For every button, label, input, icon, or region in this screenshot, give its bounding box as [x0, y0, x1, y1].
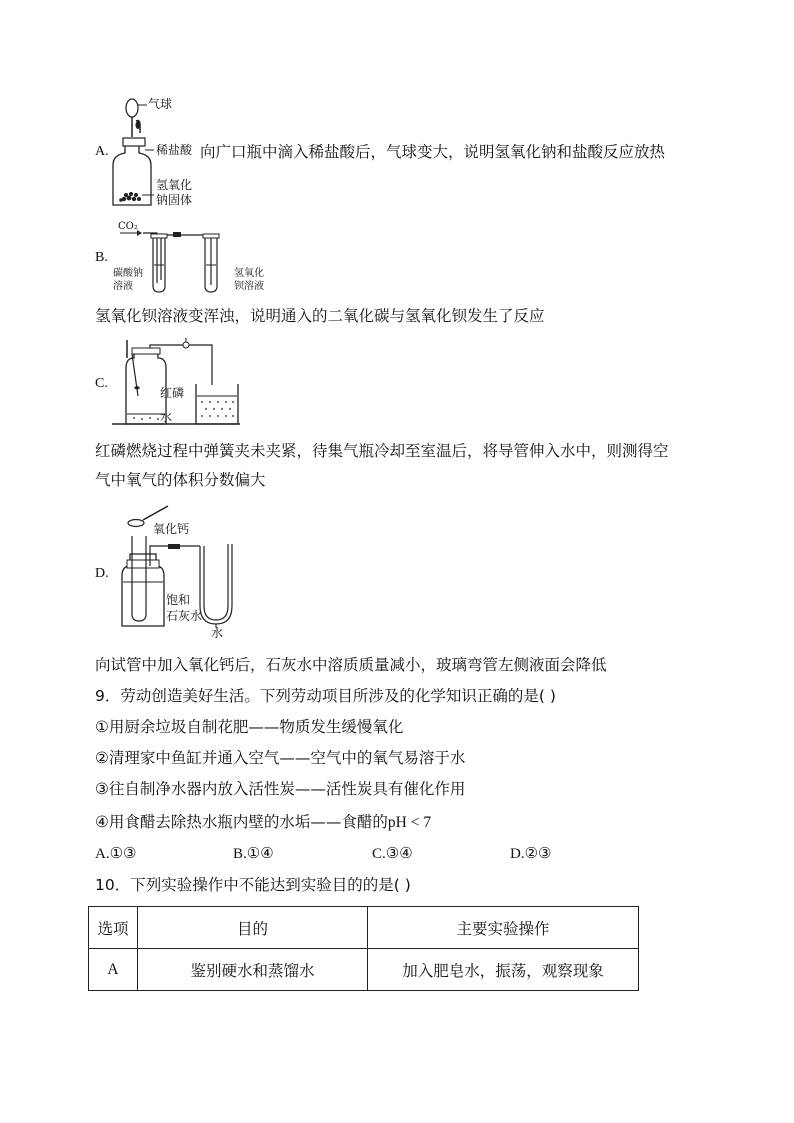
table-header-cell: 目的: [138, 907, 368, 949]
table-header-row: [89, 907, 639, 949]
option-a-text: 向广口瓶中滴入稀盐酸后，气球变大，说明氢氧化钠和盐酸反应放热: [200, 143, 666, 161]
q9-choice-d[interactable]: D.②③: [510, 846, 552, 862]
option-b-text: 氢氧化钡溶液变浑浊，说明通入的二氧化碳与氢氧化钡发生了反应: [95, 307, 545, 325]
q9-item-4: [95, 812, 431, 833]
q9-item-2: ②清理家中鱼缸并通入空气——空气中的氧气易溶于水: [95, 749, 466, 767]
bottle-label-2: 石灰水: [166, 609, 203, 623]
q10-stem: 10．下列实验操作中不能达到实验目的的是( ): [95, 876, 411, 894]
spoon-label: 氧化钙: [153, 522, 190, 536]
q9-choice-c[interactable]: C.③④: [372, 846, 413, 862]
table-cell: A: [89, 949, 138, 991]
left-tube-label-1: 碳酸钠: [113, 268, 143, 279]
left-tube-label-2: 溶液: [113, 281, 133, 292]
solid-label-1: 氢氧化: [156, 178, 193, 192]
balloon-label: 气球: [148, 97, 173, 111]
option-c-text-line2: 气中氧气的体积分数偏大: [95, 471, 266, 489]
option-c-letter: C.: [95, 376, 108, 391]
right-tube-label-1: 氢氧化: [234, 268, 264, 279]
table-cell: 加入肥皂水，振荡，观察现象: [368, 949, 639, 991]
q9-item-3: ③往自制净水器内放入活性炭——活性炭具有催化作用: [95, 780, 466, 798]
table-header-cell: 选项: [89, 907, 138, 949]
q10-table: [88, 906, 639, 991]
water-label-c: 水: [160, 410, 173, 424]
q9-choice-b[interactable]: B.①④: [233, 846, 274, 862]
option-c-apparatus: [112, 336, 242, 431]
q9-item-4-ph: pH < 7: [387, 814, 432, 831]
q9-item-1: ①用厨余垃圾自制花肥——物质发生缓慢氧化: [95, 718, 404, 736]
water-label-d: 水: [211, 626, 224, 640]
table-header-cell: 主要实验操作: [368, 907, 639, 949]
co2-label: CO₂: [118, 221, 138, 232]
q9-choice-a[interactable]: A.①③: [95, 846, 137, 862]
q9-item-4-text: ④用食醋去除热水瓶内壁的水垢——食醋的: [95, 813, 388, 831]
option-b-letter: B.: [95, 250, 108, 265]
option-d-text: 向试管中加入氧化钙后，石灰水中溶质质量减小，玻璃弯管左侧液面会降低: [95, 656, 607, 674]
option-c-text-line1: 红磷燃烧过程中弹簧夹未夹紧，待集气瓶冷却至室温后，将导管伸入水中，则测得空: [95, 442, 669, 460]
acid-label: 稀盐酸: [156, 143, 193, 157]
option-d-letter: D.: [95, 566, 109, 581]
table-row: [89, 949, 639, 991]
q9-stem: 9．劳动创造美好生活。下列劳动项目所涉及的化学知识正确的是( ): [95, 687, 556, 705]
bottle-label-1: 饱和: [166, 593, 191, 607]
right-tube-label-2: 钡溶液: [234, 281, 264, 292]
table-cell: 鉴别硬水和蒸馏水: [138, 949, 368, 991]
option-a-letter: A.: [95, 144, 109, 159]
phosphorus-label: 红磷: [160, 386, 185, 400]
solid-label-2: 钠固体: [156, 193, 193, 207]
